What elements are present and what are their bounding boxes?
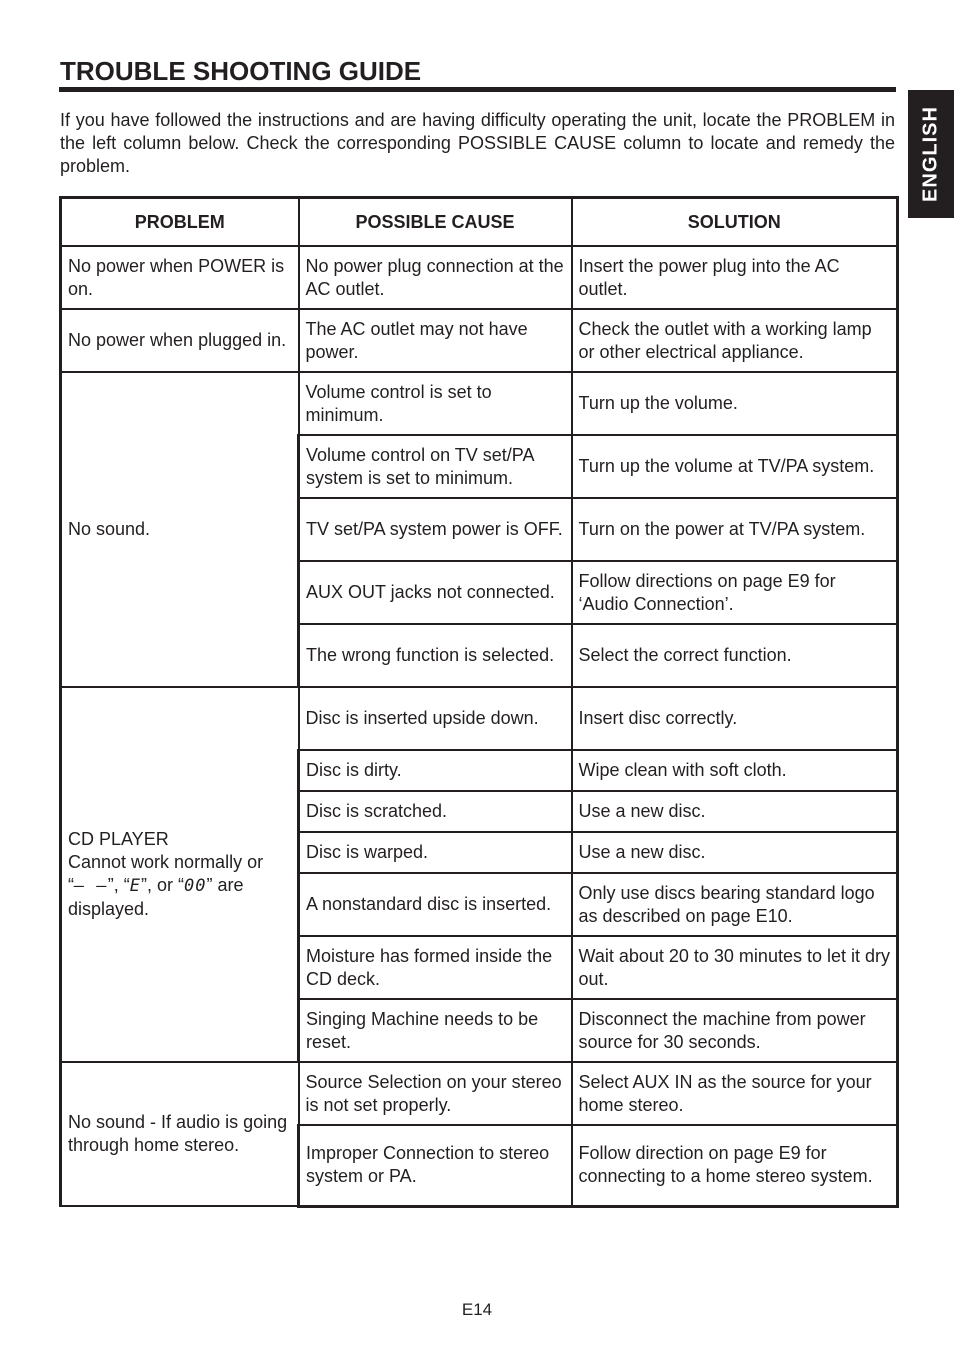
solution-cell: Insert disc correctly. xyxy=(572,687,898,750)
display-e-glyph: E xyxy=(129,876,141,896)
cd-player-line1: CD PLAYER xyxy=(68,829,169,849)
header-solution: SOLUTION xyxy=(572,198,898,247)
cause-cell: Disc is dirty. xyxy=(299,750,572,791)
solution-cell: Follow direction on page E9 for connecting to a home stereo system. xyxy=(572,1125,898,1206)
solution-cell: Disconnect the machine from power source for 30 seconds. xyxy=(572,999,898,1062)
table-row xyxy=(61,1062,898,1125)
problem-cell: No sound. xyxy=(61,372,299,687)
quote-close: ” are xyxy=(206,875,244,895)
cause-cell: The wrong function is selected. xyxy=(299,624,572,687)
solution-cell: Select AUX IN as the source for your home stereo. xyxy=(572,1062,898,1125)
solution-cell: Wait about 20 to 30 minutes to let it dry out. xyxy=(572,936,898,999)
cd-player-line4: displayed. xyxy=(68,899,150,919)
problem-cell: No sound - If audio is going through home stereo. xyxy=(61,1062,299,1206)
cause-cell: Volume control is set to minimum. xyxy=(299,372,572,435)
cause-cell: Source Selection on your stereo is not set properly. xyxy=(299,1062,572,1125)
solution-cell: Use a new disc. xyxy=(572,791,898,832)
problem-cell-cd-player xyxy=(61,687,299,1062)
solution-cell: Turn up the volume. xyxy=(572,372,898,435)
cd-player-line2: Cannot work normally or xyxy=(68,852,264,872)
table-header-row xyxy=(61,198,898,247)
cause-cell: No power plug connection at the AC outlet. xyxy=(299,246,572,309)
cause-cell: TV set/PA system power is OFF. xyxy=(299,498,572,561)
cause-cell: Disc is inserted upside down. xyxy=(299,687,572,750)
problem-cell: No power when POWER is on. xyxy=(61,246,299,309)
solution-cell: Turn up the volume at TV/PA system. xyxy=(572,435,898,498)
quote-sep: ”, or “ xyxy=(140,875,184,895)
display-dashes-glyph: – – xyxy=(74,876,108,896)
solution-cell: Check the outlet with a working lamp or other electrical appliance. xyxy=(572,309,898,372)
cause-cell: Moisture has formed inside the CD deck. xyxy=(299,936,572,999)
page-title: TROUBLE SHOOTING GUIDE xyxy=(60,56,422,86)
cause-cell: Disc is scratched. xyxy=(299,791,572,832)
solution-cell: Insert the power plug into the AC outlet. xyxy=(572,246,898,309)
table-row xyxy=(61,687,898,750)
table-row xyxy=(61,372,898,435)
troubleshooting-table xyxy=(59,196,899,1208)
language-tab-label: ENGLISH xyxy=(919,106,942,202)
solution-cell: Wipe clean with soft cloth. xyxy=(572,750,898,791)
quote-open: “ xyxy=(68,875,74,895)
cause-cell: Disc is warped. xyxy=(299,832,572,873)
header-problem: PROBLEM xyxy=(61,198,299,247)
intro-paragraph: If you have followed the instructions and are having difficulty operating the unit, locate the PROBLEM in the left column below. Check the corresponding POSSIBLE CAUSE column to locate and remedy the problem. xyxy=(60,110,895,176)
display-00-glyph: 00 xyxy=(183,876,207,896)
problem-cell: No power when plugged in. xyxy=(61,309,299,372)
header-possible-cause: POSSIBLE CAUSE xyxy=(299,198,572,247)
cause-cell: Improper Connection to stereo system or PA. xyxy=(299,1125,572,1206)
language-tab xyxy=(908,90,954,218)
cause-cell: Volume control on TV set/PA system is set to minimum. xyxy=(299,435,572,498)
page-number: E14 xyxy=(461,1300,493,1319)
solution-cell: Turn on the power at TV/PA system. xyxy=(572,498,898,561)
solution-cell: Follow directions on page E9 for ‘Audio Connection’. xyxy=(572,561,898,624)
solution-cell: Use a new disc. xyxy=(572,832,898,873)
quote-sep: ”, “ xyxy=(107,875,130,895)
table-row xyxy=(61,309,898,372)
cause-cell: A nonstandard disc is inserted. xyxy=(299,873,572,936)
cause-cell: AUX OUT jacks not connected. xyxy=(299,561,572,624)
solution-cell: Only use discs bearing standard logo as described on page E10. xyxy=(572,873,898,936)
table-row xyxy=(61,246,898,309)
solution-cell: Select the correct function. xyxy=(572,624,898,687)
cause-cell: Singing Machine needs to be reset. xyxy=(299,999,572,1062)
cause-cell: The AC outlet may not have power. xyxy=(299,309,572,372)
title-underline xyxy=(59,87,896,92)
